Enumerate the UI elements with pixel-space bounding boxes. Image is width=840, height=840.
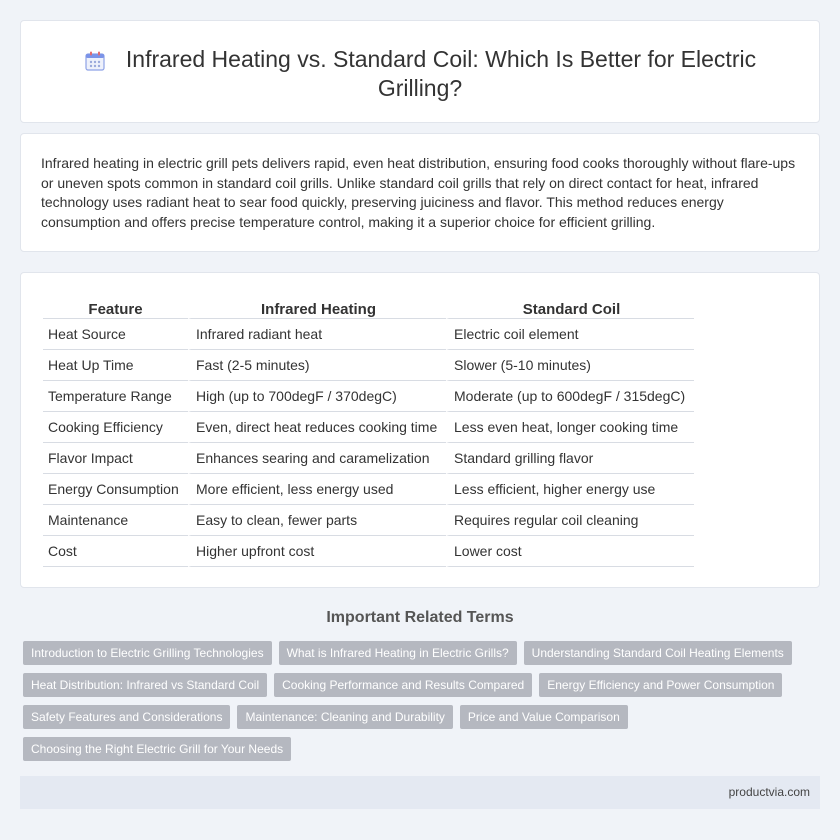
table-cell: Even, direct heat reduces cooking time [188, 412, 446, 443]
table-row [43, 536, 694, 567]
table-cell: Heat Source [43, 319, 188, 350]
table-row [43, 350, 694, 381]
intro-paragraph: Infrared heating in electric grill pets delivers rapid, even heat distribution, ensuring food cooks thoroughly without flare-ups or uneven spots common in standard coil grills. Unlike standard coil grills that rely on direct contact for heat, infrared technology uses radiant heat to sear food quickly, preserving juiciness and flavor. This method reduces energy consumption and offers precise temperature control, making it a superior choice for efficient grilling. [41, 155, 796, 230]
table-cell: Cost [43, 536, 188, 567]
table-row [43, 474, 694, 505]
table-cell: Less even heat, longer cooking time [446, 412, 694, 443]
table-cell: Heat Up Time [43, 350, 188, 381]
table-cell: Slower (5-10 minutes) [446, 350, 694, 381]
table-cell: Enhances searing and caramelization [188, 443, 446, 474]
related-term-tag[interactable]: Understanding Standard Coil Heating Elements [524, 641, 792, 665]
table-cell: Lower cost [446, 536, 694, 567]
related-term-tag[interactable]: Heat Distribution: Infrared vs Standard Coil [23, 673, 267, 697]
related-terms-list [23, 641, 803, 769]
column-header-infrared: Infrared Heating [188, 295, 446, 319]
column-header-standard-coil: Standard Coil [446, 295, 694, 319]
comparison-table [43, 295, 694, 567]
related-term-tag[interactable]: Energy Efficiency and Power Consumption [539, 673, 782, 697]
related-terms-heading: Important Related Terms [326, 609, 514, 626]
table-header-row [43, 295, 694, 319]
table-cell: Standard grilling flavor [446, 443, 694, 474]
related-term-tag[interactable]: Cooking Performance and Results Compared [274, 673, 532, 697]
footer [20, 776, 820, 809]
table-cell: Energy Consumption [43, 474, 188, 505]
table-cell: Moderate (up to 600degF / 315degC) [446, 381, 694, 412]
related-term-tag[interactable]: Maintenance: Cleaning and Durability [237, 705, 452, 729]
related-term-tag[interactable]: Safety Features and Considerations [23, 705, 230, 729]
footer-site-link[interactable]: productvia.com [728, 785, 810, 799]
calendar-icon [84, 50, 106, 72]
table-cell: Temperature Range [43, 381, 188, 412]
table-cell: Less efficient, higher energy use [446, 474, 694, 505]
intro-card [20, 133, 820, 252]
column-header-feature: Feature [43, 295, 188, 319]
related-term-tag[interactable]: Price and Value Comparison [460, 705, 628, 729]
page-title: Infrared Heating vs. Standard Coil: Which Is Better for Electric Grilling? [125, 46, 757, 101]
related-term-tag[interactable]: What is Infrared Heating in Electric Grills? [279, 641, 517, 665]
table-row [43, 412, 694, 443]
table-cell: Higher upfront cost [188, 536, 446, 567]
title-card [20, 20, 820, 123]
table-cell: More efficient, less energy used [188, 474, 446, 505]
table-cell: Maintenance [43, 505, 188, 536]
comparison-card [20, 272, 820, 588]
table-row [43, 319, 694, 350]
table-cell: Infrared radiant heat [188, 319, 446, 350]
table-cell: Electric coil element [446, 319, 694, 350]
table-cell: Cooking Efficiency [43, 412, 188, 443]
table-row [43, 381, 694, 412]
table-cell: Fast (2-5 minutes) [188, 350, 446, 381]
table-row [43, 443, 694, 474]
table-cell: Requires regular coil cleaning [446, 505, 694, 536]
related-term-tag[interactable]: Introduction to Electric Grilling Technologies [23, 641, 272, 665]
table-cell: High (up to 700degF / 370degC) [188, 381, 446, 412]
table-row [43, 505, 694, 536]
page-header [61, 45, 779, 103]
table-cell: Easy to clean, fewer parts [188, 505, 446, 536]
related-term-tag[interactable]: Choosing the Right Electric Grill for Your Needs [23, 737, 291, 761]
table-cell: Flavor Impact [43, 443, 188, 474]
